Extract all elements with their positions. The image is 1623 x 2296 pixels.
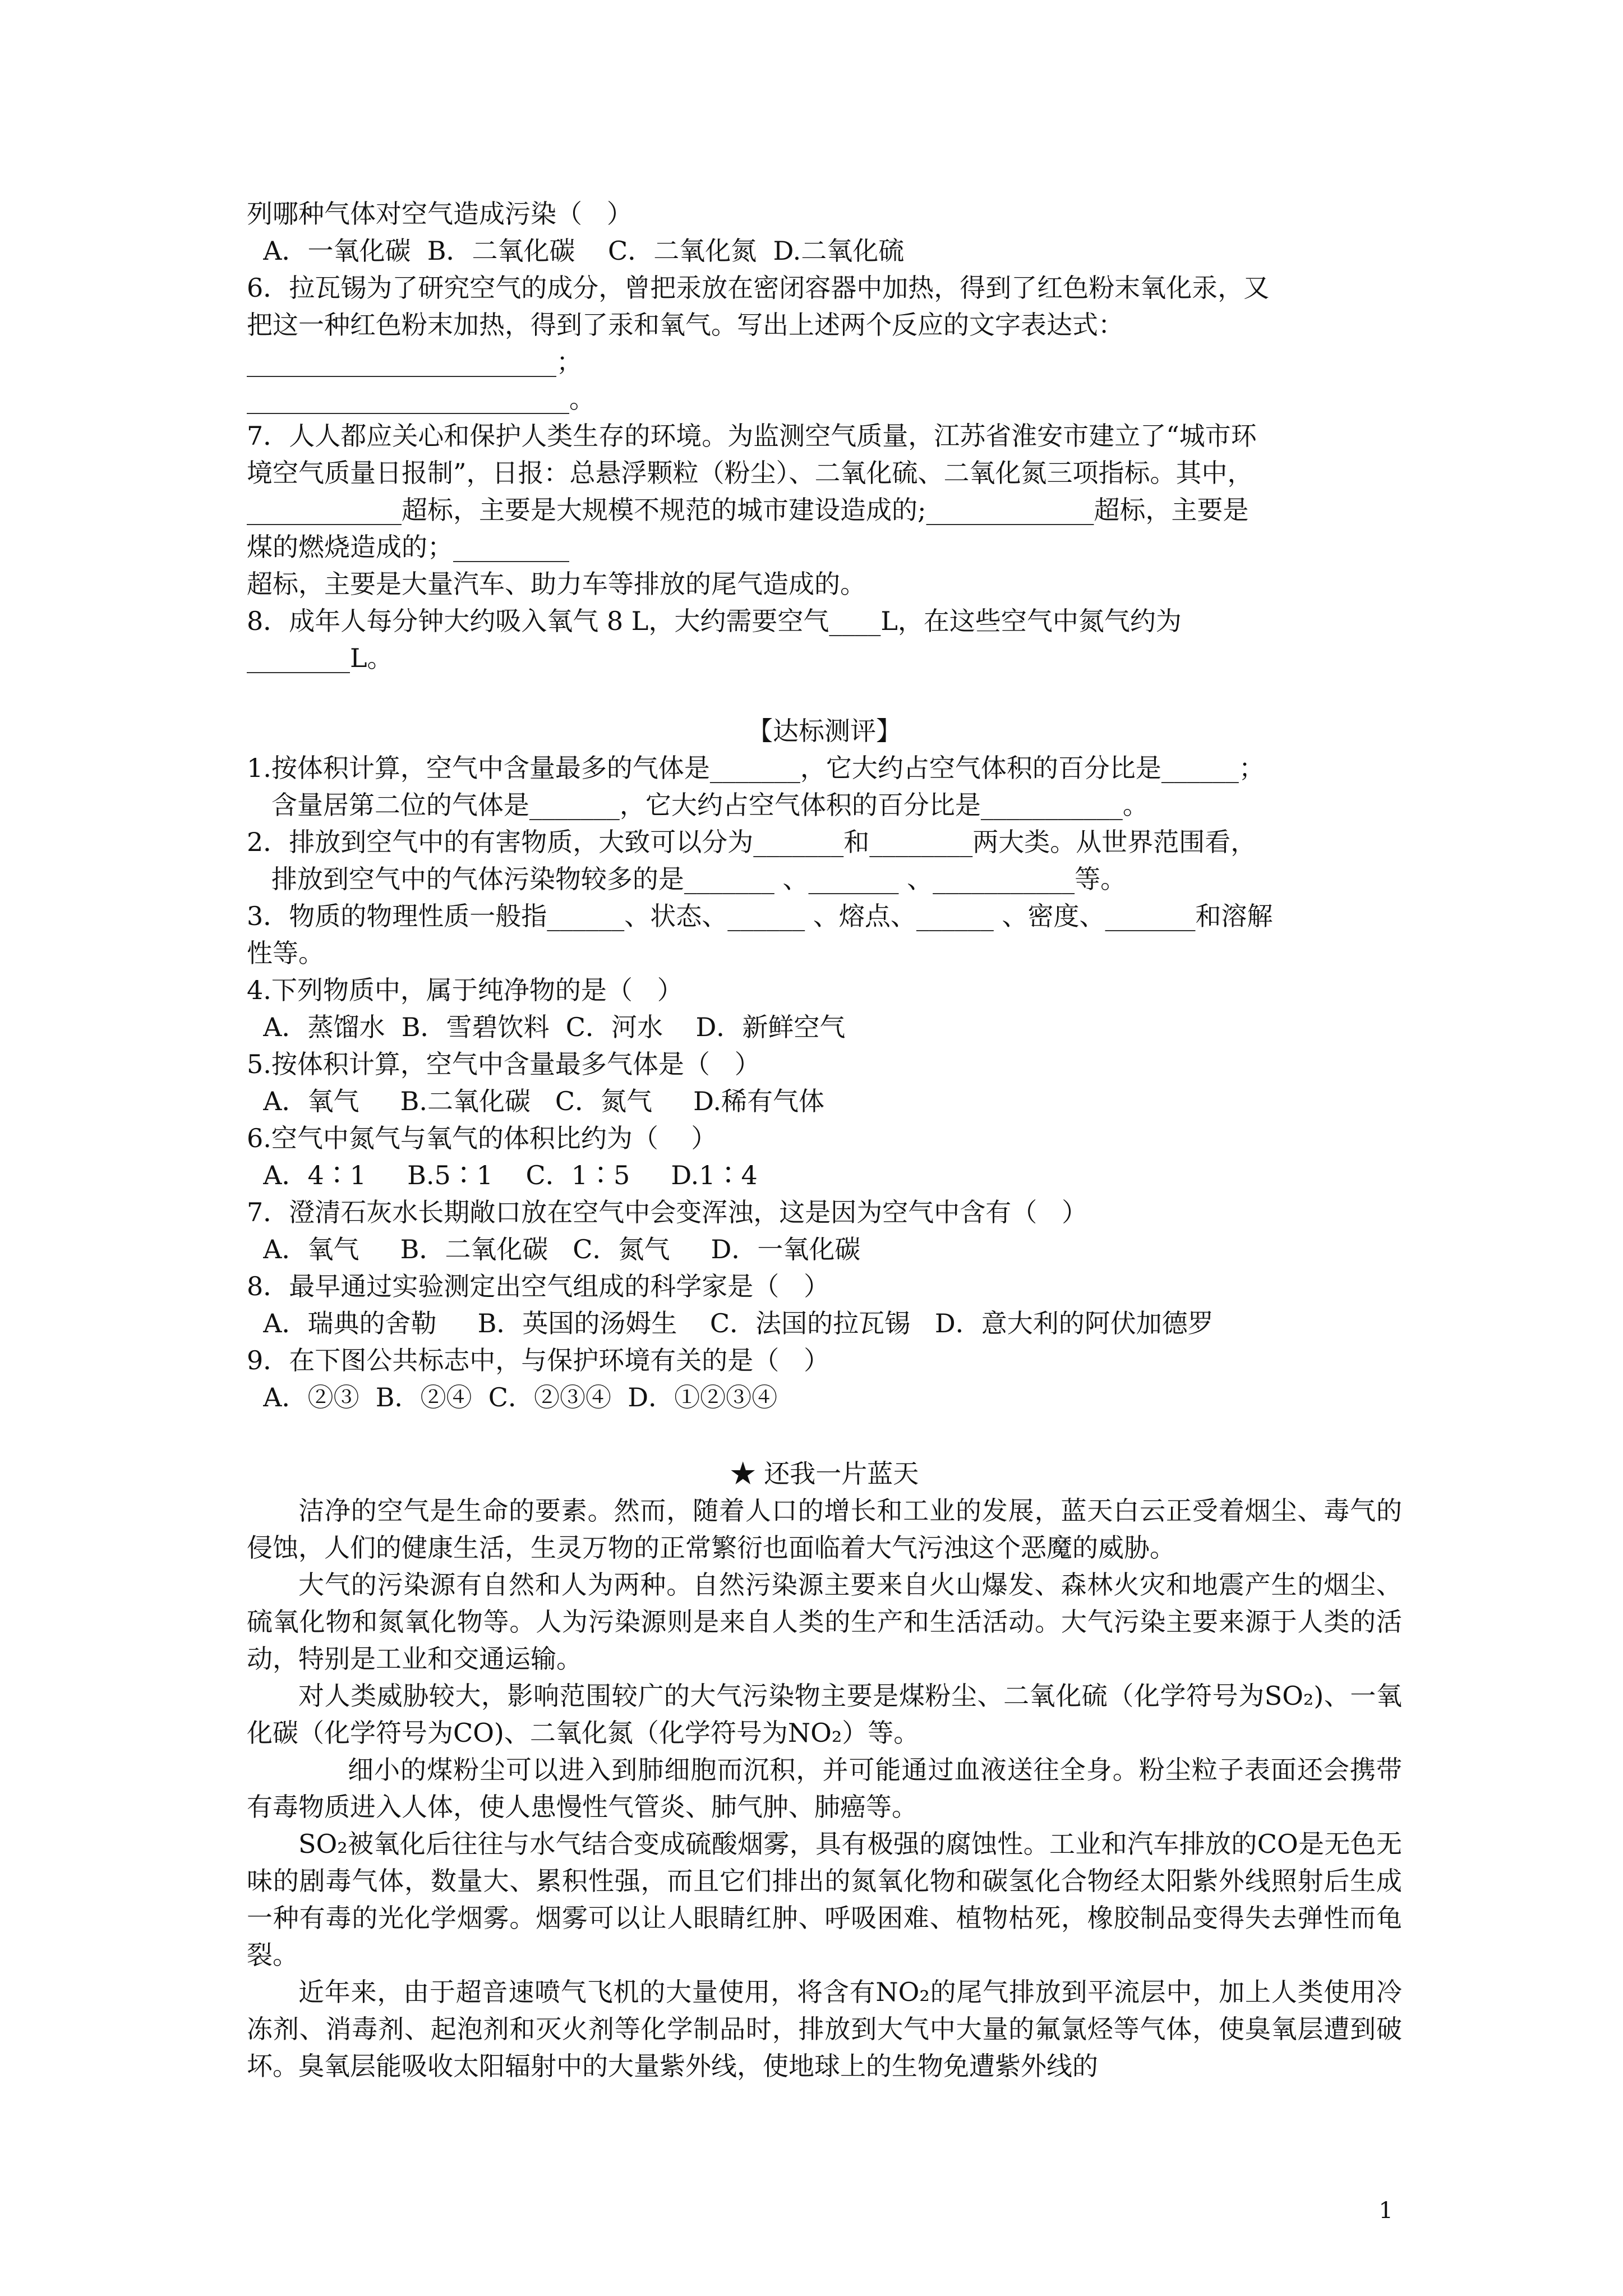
question-line: 2．排放到空气中的有害物质，大致可以分为_______和________两大类。从世界范围看， <box>247 827 1257 857</box>
question-line: 6.空气中氮气与氧气的体积比约为（ ） <box>247 1123 717 1153</box>
option-line: A．蒸馏水 B．雪碧饮料 C．河水 D．新鲜空气 <box>247 1012 846 1042</box>
option-line: A．瑞典的舍勒 B．英国的汤姆生 C．法国的拉瓦锡 D．意大利的阿伏加德罗 <box>247 1308 1214 1338</box>
text-line: 境空气质量日报制”，日报：总悬浮颗粒（粉尘）、二氧化硫、二氧化氮三项指标。其中， <box>247 458 1253 488</box>
text-line: _________________________。 <box>247 384 595 414</box>
article-paragraph: 对人类威胁较大，影响范围较广的大气污染物主要是煤粉尘、二氧化硫（化学符号为SO₂)、一氧化碳（化学符号为CO)、二氧化氮（化学符号为NO₂）等。 <box>247 1681 1402 1748</box>
question-line: 1.按体积计算，空气中含量最多的气体是_______，它大约占空气体积的百分比是______； <box>247 753 1265 783</box>
article-paragraph: 大气的污染源有自然和人为两种。自然污染源主要来自火山爆发、森林火灾和地震产生的烟尘、硫氧化物和氮氧化物等。人为污染源则是来自人类的生产和生活活动。大气污染主要来源于人类的活动，特别是工业和交通运输。 <box>247 1570 1402 1674</box>
article-paragraph: 近年来，由于超音速喷气飞机的大量使用，将含有NO₂的尾气排放到平流层中，加上人类使用冷冻剂、消毒剂、起泡剂和灭火剂等化学制品时，排放到大气中大量的氟氯烃等气体，使臭氧层遭到破坏。臭氧层能吸收太阳辐射中的大量紫外线，使地球上的生物免遭紫外线的 <box>247 1977 1402 2081</box>
page-content <box>247 195 1402 2085</box>
question-line: 5.按体积计算，空气中含量最多气体是（ ） <box>247 1049 760 1079</box>
text-line: 把这一种红色粉末加热，得到了汞和氧气。写出上述两个反应的文字表达式： <box>247 310 1124 340</box>
section-heading: 【达标测评】 <box>747 716 902 746</box>
article-title: ★ 还我一片蓝天 <box>730 1458 919 1489</box>
text-line: ____________超标，主要是大规模不规范的城市建设造成的;_____________超标，主要是 <box>247 495 1249 525</box>
article-paragraph: 洁净的空气是生命的要素。然而，随着人口的增长和工业的发展，蓝天白云正受着烟尘、毒气的侵蚀，人们的健康生活，生灵万物的正常繁衍也面临着大气污浊这个恶魔的威胁。 <box>247 1496 1402 1563</box>
question-line: 含量居第二位的气体是_______，它大约占空气体积的百分比是___________。 <box>247 790 1149 820</box>
option-line: A．②③ B．②④ C．②③④ D．①②③④ <box>247 1382 778 1412</box>
question-line: 3．物质的物理性质一般指______、状态、______ 、熔点、______ 、密度、_______和溶解 <box>247 901 1273 931</box>
question-line: 8．最早通过实验测定出空气组成的科学家是（ ） <box>247 1271 830 1301</box>
article-paragraph: SO₂被氧化后往往与水气结合变成硫酸烟雾，具有极强的腐蚀性。工业和汽车排放的CO是无色无味的剧毒气体，数量大、累积性强，而且它们排出的氮氧化物和碳氢化合物经太阳紫外线照射后生成一种有毒的光化学烟雾。烟雾可以让人眼睛红肿、呼吸困难、植物枯死，橡胶制品变得失去弹性而龟裂。 <box>247 1829 1402 1970</box>
text-line: 6．拉瓦锡为了研究空气的成分，曾把汞放在密闭容器中加热，得到了红色粉末氧化汞，又 <box>247 273 1270 303</box>
article-body <box>247 1492 1402 2085</box>
section-assessment <box>247 749 1402 1416</box>
question-line: 4.下列物质中，属于纯净物的是（ ） <box>247 975 683 1005</box>
question-line: 9．在下图公共标志中，与保护环境有关的是（ ） <box>247 1345 830 1375</box>
text-line: 8．成年人每分钟大约吸入氧气 8 L，大约需要空气____L，在这些空气中氮气约为 <box>247 606 1182 636</box>
text-line: ________L。 <box>247 643 393 673</box>
section-previous-exercises <box>247 195 1402 677</box>
option-line: A．氧气 B.二氧化碳 C．氮气 D.稀有气体 <box>247 1086 825 1116</box>
option-line: A．氧气 B．二氧化碳 C．氮气 D．一氧化碳 <box>247 1234 861 1264</box>
text-line: A．一氧化碳 B．二氧化碳 C．二氧化氮 D.二氧化硫 <box>247 236 905 266</box>
text-line: 煤的燃烧造成的；_________ <box>247 532 569 562</box>
text-line: 7．人人都应关心和保护人类生存的环境。为监测空气质量，江苏省淮安市建立了“城市环 <box>247 421 1257 451</box>
article-paragraph: 细小的煤粉尘可以进入到肺细胞而沉积，并可能通过血液送往全身。粉尘粒子表面还会携带有毒物质进入人体，使人患慢性气管炎、肺气肿、肺癌等。 <box>247 1755 1402 1822</box>
question-line: 7．澄清石灰水长期敞口放在空气中会变浑浊，这是因为空气中含有（ ） <box>247 1197 1088 1227</box>
text-line: 列哪种气体对空气造成污染（ ） <box>247 199 633 229</box>
option-line: A．4∶1 B.5∶1 C．1∶5 D.1∶4 <box>247 1160 758 1190</box>
question-line: 排放到空气中的气体污染物较多的是_______ 、_______ 、___________等。 <box>247 864 1127 894</box>
question-line: 性等。 <box>247 938 324 968</box>
text-line: ________________________； <box>247 347 582 377</box>
page-number: 1 <box>1378 2198 1393 2224</box>
text-line: 超标，主要是大量汽车、助力车等排放的尾气造成的。 <box>247 569 866 599</box>
